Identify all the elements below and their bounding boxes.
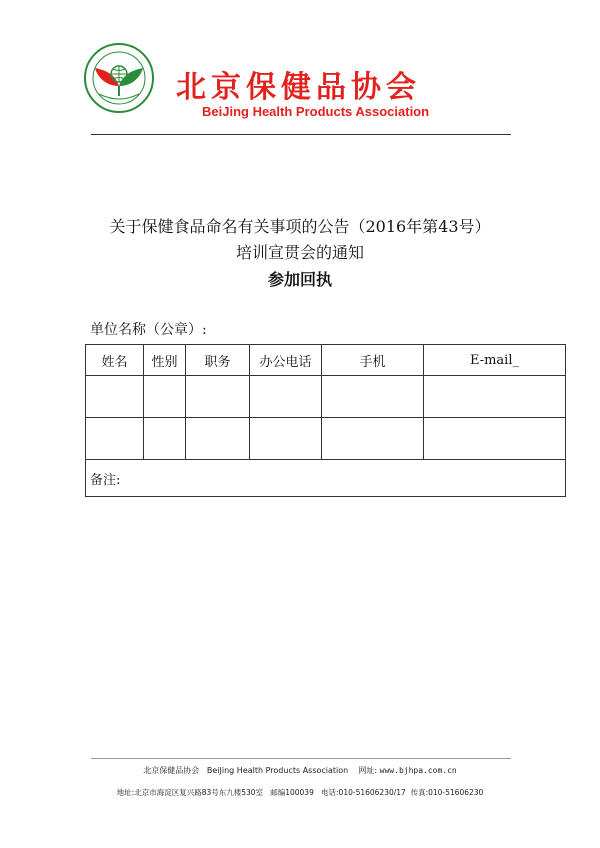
column-header-mobile: 手机: [322, 345, 424, 376]
footer-address: 地址:北京市海淀区复兴路83号东九楼530室: [116, 788, 264, 797]
column-header-email: E-mail_: [424, 345, 566, 376]
table-cell-position[interactable]: [186, 418, 250, 460]
table-cell-email[interactable]: [424, 376, 566, 418]
footer-org-cn: 北京保健品协会: [143, 766, 200, 775]
table-cell-mobile[interactable]: [322, 418, 424, 460]
footer-org-en: BeiJing Health Products Association: [206, 766, 349, 775]
footer-postcode: 邮编100039: [270, 788, 314, 797]
unit-name-label: 单位名称（公章）:: [90, 322, 207, 338]
column-header-gender: 性别: [144, 345, 186, 376]
table-cell-gender[interactable]: [144, 376, 186, 418]
table-cell-mobile[interactable]: [322, 376, 424, 418]
footer-phone: 电话:010-51606230/17: [321, 788, 406, 797]
footer-divider: [91, 758, 511, 759]
registration-table: [85, 344, 566, 497]
reply-form-title: 参加回执: [267, 270, 332, 289]
table-cell-office-phone[interactable]: [250, 418, 322, 460]
table-cell-office-phone[interactable]: [250, 376, 322, 418]
table-cell-gender[interactable]: [144, 418, 186, 460]
notice-title-line-1: 关于保健食品命名有关事项的公告（2016年第43号）: [109, 217, 491, 236]
table-row: [86, 376, 566, 418]
notes-label: 备注:: [90, 472, 121, 488]
association-logo: [83, 42, 155, 114]
header-divider: [91, 134, 511, 135]
column-header-position: 职务: [186, 345, 250, 376]
notes-row: [86, 460, 566, 497]
table-cell-name[interactable]: [86, 418, 144, 460]
org-name-en: BeiJing Health Products Association: [202, 104, 430, 119]
notes-cell[interactable]: [86, 460, 566, 497]
leaf-globe-emblem-icon: [83, 42, 155, 114]
footer-website-link[interactable]: www.bjhpa.com.cn: [379, 766, 457, 775]
table-cell-email[interactable]: [424, 418, 566, 460]
notice-title-line-2: 培训宣贯会的通知: [235, 243, 364, 262]
org-name-cn: 北京保健品协会: [176, 70, 421, 105]
footer-fax: 传真:010-51606230: [410, 788, 484, 797]
table-cell-name[interactable]: [86, 376, 144, 418]
column-header-office-phone: 办公电话: [250, 345, 322, 376]
table-row: [86, 418, 566, 460]
footer-website-label: 网址:: [358, 766, 378, 775]
column-header-name: 姓名: [86, 345, 144, 376]
table-cell-position[interactable]: [186, 376, 250, 418]
footer-org-line: [0, 765, 600, 776]
table-header-row: [86, 345, 566, 376]
footer-contact-line: [0, 787, 600, 798]
